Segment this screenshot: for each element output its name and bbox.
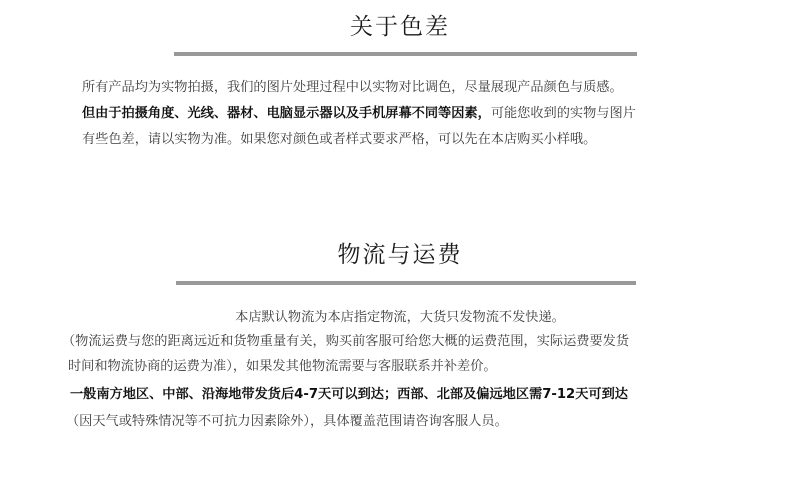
color-section-title: 关于色差 <box>350 14 450 40</box>
shipping-section-line-1: 本店默认物流为本店指定物流，大货只发物流不发快递。 <box>235 310 565 325</box>
shipping-section-line-4: 一般南方地区、中部、沿海地带发货后4-7天可以到达；西部、北部及偏远地区需7-12天可到达 <box>70 387 628 402</box>
shipping-section-line-3: 时间和物流协商的运费为准），如果发其他物流需要与客服联系并补差价。 <box>68 359 497 374</box>
color-section-line-2-bold: 但由于拍摄角度、光线、器材、电脑显示器以及手机屏幕不同等因素， <box>82 106 491 121</box>
shipping-section-line-2: （物流运费与您的距离远近和货物重量有关，购买前客服可给您大概的运费范围，实际运费要发货 <box>62 334 630 349</box>
color-section-line-1: 所有产品均为实物拍摄，我们的图片处理过程中以实物对比调色，尽量展现产品颜色与质感。 <box>82 80 623 95</box>
color-section-divider <box>174 52 637 56</box>
color-section-line-3: 有些色差，请以实物为准。如果您对颜色或者样式要求严格，可以先在本店购买小样哦。 <box>82 132 597 147</box>
color-section-line-2-rest: 可能您收到的实物与图片 <box>490 106 636 121</box>
color-section-line-2 <box>82 102 636 126</box>
shipping-section-line-5: （因天气或特殊情况等不可抗力因素除外），具体覆盖范围请咨询客服人员。 <box>66 414 508 429</box>
shipping-section-divider <box>176 281 636 285</box>
shipping-section-title: 物流与运费 <box>337 242 463 268</box>
